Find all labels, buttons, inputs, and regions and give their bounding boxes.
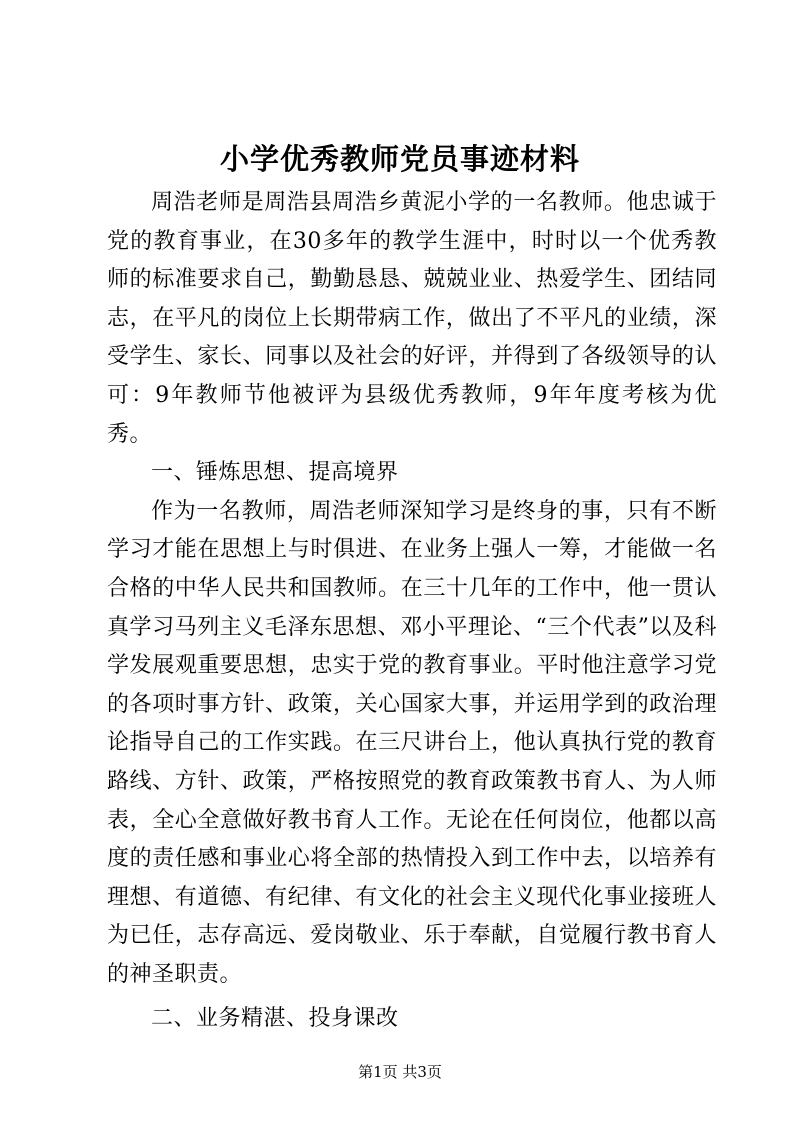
- section-heading-2: 二、业务精湛、投身课改: [151, 1006, 399, 1032]
- paragraph-section-1: 作为一名教师，周浩老师深知学习是终身的事，只有不断学习才能在思想上与时俱进、在业务上强人一筹，才能做一名合格的中华人民共和国教师。在三十几年的工作中，他一贯认真学习马列主义毛泽东思想、邓小平理论、“三个代表”以及科学发展观重要思想，忠实于党的教育事业。平时他注意学习党的各项时事方针、政策，关心国家大事，并运用学到的政治理论指导自己的工作实践。在三尺讲台上，他认真执行党的教育路线、方针、政策，严格按照党的教育政策教书育人、为人师表，全心全意做好教书育人工作。无论在任何岗位，他都以高度的责任感和事业心将全部的热情投入到工作中去，以培养有理想、有道德、有纪律、有文化的社会主义现代化事业接班人为已任，志存高远、爱岗敬业、乐于奉献，自觉履行教书育人的神圣职责。: [107, 498, 717, 987]
- page-footer: 第1页 共3页: [358, 1063, 442, 1081]
- document-title: 小学优秀教师党员事迹材料: [219, 142, 580, 176]
- document-body: [107, 184, 717, 1039]
- paragraph-intro: 周浩老师是周浩县周浩乡黄泥小学的一名教师。他忠诚于党的教育事业，在30多年的教学生涯中，时时以一个优秀教师的标准要求自己，勤勤恳恳、兢兢业业、热爱学生、团结同志，在平凡的岗位上长期带病工作，做出了不平凡的业绩，深受学生、家长、同事以及社会的好评，并得到了各级领导的认可：9年教师节他被评为县级优秀教师，9年年度考核为优秀。: [107, 190, 717, 447]
- section-heading-1: 一、锤炼思想、提高境界: [151, 460, 399, 486]
